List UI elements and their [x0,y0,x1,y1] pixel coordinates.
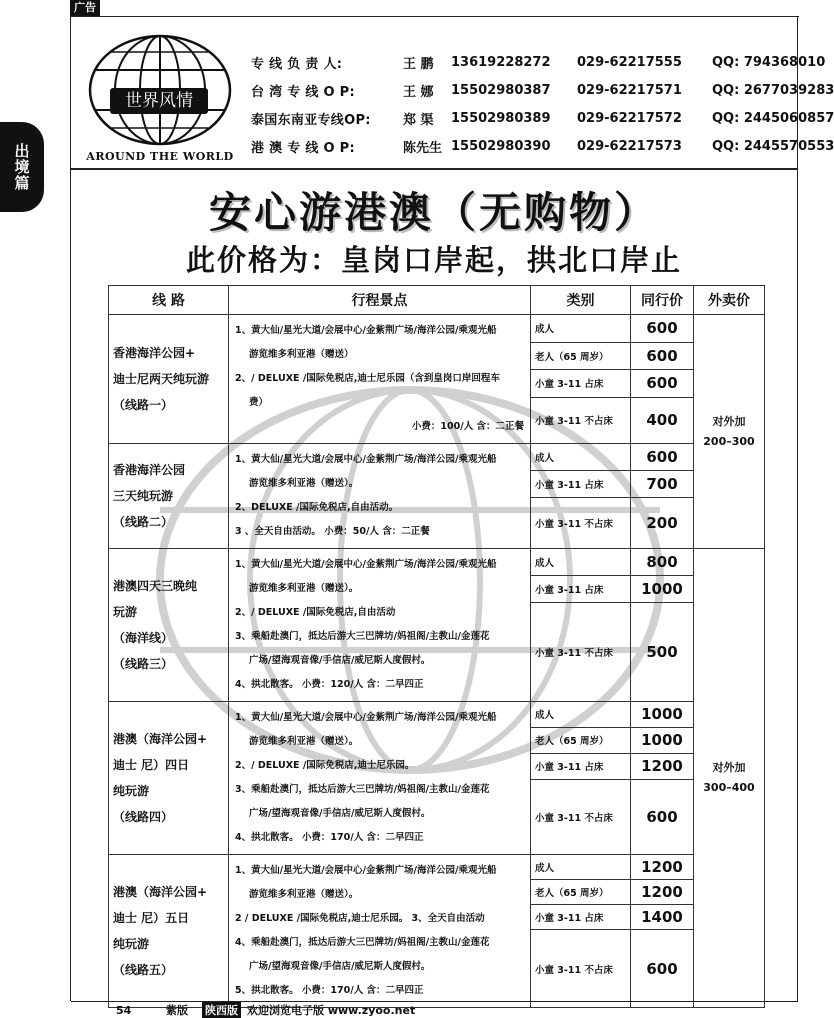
price-cell: 1200 [631,880,694,905]
retail-markup [694,549,765,1008]
header-trade-price: 同行价 [631,286,694,315]
price-cell: 1200 [631,753,694,779]
logo [85,30,235,172]
retail-markup-range: 300–400 [703,781,755,794]
itinerary-line: 1、黄大仙/星光大道/会展中心/金紫荆广场/海洋公园/乘观光船 [235,712,497,723]
category-cell: 小童 3-11 占床 [531,753,631,779]
contact-phone: 029-62217555 [577,54,682,70]
contact-phone: 029-62217571 [577,82,682,98]
route-name-line: 纯玩游 [113,937,150,951]
logo-name-en: AROUND THE WORLD [86,150,234,163]
contact-qq: QQ: 2445570553 [712,138,834,154]
contact-row [251,48,834,76]
itinerary-line: 1、黄大仙/星光大道/会展中心/金紫荆广场/海洋公园/乘观光船 [235,865,497,876]
price-cell: 1200 [631,855,694,880]
itinerary-line: 游览维多利亚港（赠送）。 [249,583,359,594]
route-name [109,444,229,549]
price-cell: 400 [631,397,694,443]
itinerary-line: 4、拱北散客。 小费：120/人 含：二早四正 [235,679,424,690]
page-number: 54 [116,1003,132,1017]
footer-website-text: 欢迎浏览电子版 www.zyoo.net [247,1004,416,1017]
price-cell: 700 [631,470,694,497]
edition-label: 紫版 [166,1004,188,1017]
contact-role: 泰国东南亚专线OP: [251,112,371,128]
header-route: 线 路 [109,286,229,315]
ad-label: 广告 [70,0,100,16]
contact-name: 王 娜 [403,84,434,100]
contact-role: 专 线 负 责 人: [251,56,343,72]
contact-qq: QQ: 794368010 [712,54,826,70]
itinerary-line: 3 、全天自由活动。 小费：50/人 含：二正餐 [235,526,430,537]
category-cell: 小童 3-11 占床 [531,470,631,497]
route-name-line: （线路四） [113,810,174,824]
itinerary-line: 费） [249,397,269,408]
route-itinerary [229,315,531,444]
category-cell: 小童 3-11 不占床 [531,497,631,548]
category-cell: 小童 3-11 占床 [531,370,631,398]
category-cell: 成人 [531,549,631,576]
ad-tag-bar [70,0,799,17]
retail-markup-label: 对外加 [712,414,746,428]
price-cell: 1000 [631,575,694,602]
itinerary-line: 5、拱北散客。 小费：170/人 含：二早四正 [235,985,424,996]
contact-qq: QQ: 2445060857 [712,110,834,126]
category-cell: 成人 [531,315,631,343]
contact-mobile: 15502980387 [451,82,551,98]
itinerary-line: 2、/ DELUXE /国际免税店,自由活动 [235,607,396,618]
route-name-line: 香港海洋公园+ [113,346,196,360]
route-name-line: （线路一） [113,398,174,412]
contact-row [251,76,834,104]
contact-row [251,132,834,160]
itinerary-line: 游览维多利亚港（赠送） [249,349,354,360]
category-cell: 小童 3-11 不占床 [531,779,631,854]
route-itinerary [229,444,531,549]
price-cell: 600 [631,779,694,854]
itinerary-line: 4、拱北散客。 小费：170/人 含：二早四正 [235,832,424,843]
itinerary-line: 广场/望海观音像/手信店/威尼斯人度假村。 [249,961,431,972]
price-cell: 600 [631,342,694,370]
route-name-line: 迪士尼两天纯玩游 [113,372,210,386]
contact-mobile: 13619228272 [451,54,551,70]
price-cell: 500 [631,602,694,701]
price-cell: 600 [631,370,694,398]
route-name-line: 港澳四天三晚纯 [113,579,198,593]
itinerary-line: 3、乘船赴澳门，抵达后游大三巴牌坊/妈祖阁/主教山/金莲花 [235,631,490,642]
page-title: 安心游港澳（无购物） [208,188,659,237]
section-tab: 出境篇 [0,122,44,212]
route-name [109,315,229,444]
category-cell: 小童 3-11 不占床 [531,602,631,701]
itinerary-line: 游览维多利亚港（赠送）。 [249,736,359,747]
itinerary-line: 1、黄大仙/星光大道/会展中心/金紫荆广场/海洋公园/乘观光船 [235,454,497,465]
itinerary-line: 1、黄大仙/星光大道/会展中心/金紫荆广场/海洋公园/乘观光船 [235,559,497,570]
category-cell: 成人 [531,444,631,471]
contact-name: 郑 渠 [403,112,434,128]
route-name-line: 三天纯玩游 [113,489,174,503]
itinerary-line: 广场/望海观音像/手信店/威尼斯人度假村。 [249,655,431,666]
contact-row [251,104,834,132]
itinerary-fee: 小费：100/人 含：二正餐 [411,421,524,432]
header-category: 类别 [531,286,631,315]
price-cell: 1000 [631,702,694,728]
edition-badge: 陕西版 [202,1002,241,1018]
retail-markup-range: 200–300 [703,434,755,448]
price-cell: 600 [631,444,694,471]
contact-mobile: 15502980389 [451,110,551,126]
table-row [109,702,765,728]
itinerary-line: 2、/ DELUXE /国际免税店,迪士尼乐园。 [235,760,415,771]
contact-mobile: 15502980390 [451,138,551,154]
contact-phone: 029-62217572 [577,110,682,126]
route-name-line: 纯玩游 [113,784,150,798]
price-cell: 600 [631,315,694,343]
itinerary-line: 3、乘船赴澳门，抵达后游大三巴牌坊/妈祖阁/主教山/金莲花 [235,784,490,795]
itinerary-line: 2、/ DELUXE /国际免税店,迪士尼乐园（含到皇岗口岸回程车 [235,373,500,384]
itinerary-line: 2、DELUXE /国际免税店,自由活动。 [235,502,399,513]
logo-name-cn: 世界风情 [110,88,208,114]
price-cell: 800 [631,549,694,576]
itinerary-line: 1、黄大仙/星光大道/会展中心/金紫荆广场/海洋公园/乘观光船 [235,325,497,336]
price-table [108,285,765,1008]
contact-list [251,48,834,160]
table-row [109,549,765,576]
right-rule [797,16,798,1001]
itinerary-line: 广场/望海观音像/手信店/威尼斯人度假村。 [249,808,431,819]
route-itinerary [229,549,531,702]
header-band [71,16,834,170]
itinerary-line: 游览维多利亚港（赠送）。 [249,478,359,489]
category-cell: 小童 3-11 占床 [531,905,631,930]
price-cell: 600 [631,930,694,1008]
route-name [109,855,229,1008]
price-cell: 1400 [631,905,694,930]
header-retail-price: 外卖价 [694,286,765,315]
table-row [109,315,765,343]
retail-markup [694,315,765,549]
route-name-line: 香港海洋公园 [113,463,186,477]
category-cell: 老人（65 周岁） [531,727,631,753]
category-cell: 老人（65 周岁） [531,342,631,370]
header-itinerary: 行程景点 [229,286,531,315]
route-name-line: 迪士 尼）四日 [113,758,190,772]
route-name-line: 港澳（海洋公园+ [113,732,208,746]
table-header-row [109,286,765,315]
route-name-line: （线路五） [113,963,174,977]
price-cell: 1000 [631,727,694,753]
route-name-line: 迪士 尼）五日 [113,911,190,925]
category-cell: 小童 3-11 不占床 [531,930,631,1008]
price-cell: 200 [631,497,694,548]
page-footer [71,1001,798,1018]
contact-name: 陈先生 [403,140,443,156]
contact-role: 台 湾 专 线 O P: [251,84,356,100]
table-row [109,444,765,471]
contact-name: 王 鹏 [403,56,434,72]
itinerary-line: 2 / DELUXE /国际免税店,迪士尼乐园。 3、全天自由活动 [235,913,485,924]
route-name [109,702,229,855]
route-name-line: 港澳（海洋公园+ [113,885,208,899]
category-cell: 老人（65 周岁） [531,880,631,905]
route-itinerary [229,702,531,855]
category-cell: 小童 3-11 占床 [531,575,631,602]
retail-markup-label: 对外加 [712,761,746,774]
itinerary-line: 游览维多利亚港（赠送）。 [249,889,359,900]
category-cell: 成人 [531,702,631,728]
contact-qq: QQ: 2677039283 [712,82,834,98]
route-name-line: （线路二） [113,515,174,529]
route-name-line: （海洋线） [113,631,174,645]
route-name [109,549,229,702]
category-cell: 小童 3-11 不占床 [531,397,631,443]
contact-role: 港 澳 专 线 O P: [251,140,356,156]
category-cell: 成人 [531,855,631,880]
contact-phone: 029-62217573 [577,138,682,154]
route-name-line: （线路三） [113,657,174,671]
route-name-line: 玩游 [113,605,138,619]
itinerary-line: 4、乘船赴澳门，抵达后游大三巴牌坊/妈祖阁/主教山/金莲花 [235,937,490,948]
route-itinerary [229,855,531,1008]
page-subtitle: 此价格为：皇岗口岸起，拱北口岸止 [185,243,682,277]
table-row [109,855,765,880]
